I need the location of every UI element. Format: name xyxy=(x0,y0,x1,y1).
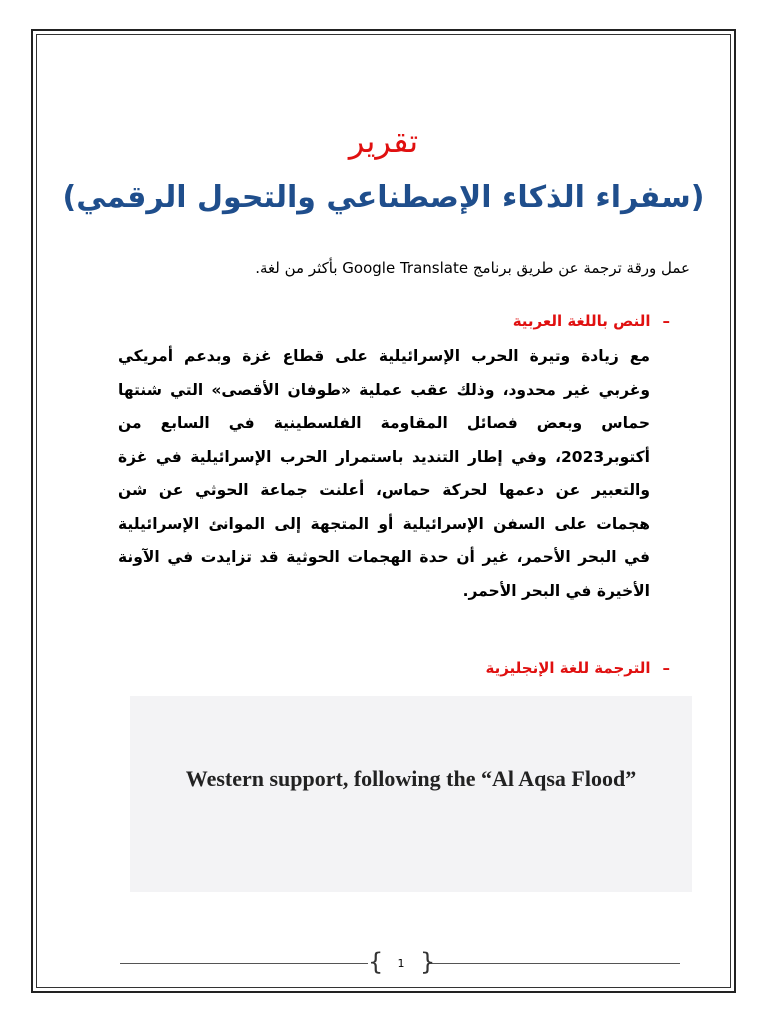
arabic-paragraph: مع زيادة وتيرة الحرب الإسرائيلية على قطاع غزة وبدعم أمريكي وغربي غير محدود، وذلك عقب عملية «طوفان الأقصى» التي شنتها حماس وبعض فصائل المقاومة الفلسطينية في السابع من أكتوبر2023، وفي إطار التنديد باستمرار الحرب الإسرائيلية في غزة والتعبير عن دعمها لحركة حماس، أعلنت جماعة الحوثي عن شن هجمات على السفن الإسرائيلية أو المتجهة إلى الموانئ الإسرائيلية في البحر الأحمر، غير أن حدة الهجمات الحوثية قد تزايدت في الآونة الأخيرة في البحر الأحمر. xyxy=(118,347,650,600)
section-label: النص باللغة العربية xyxy=(512,312,651,330)
footer-brace-left: { xyxy=(368,948,384,976)
report-title: تقرير xyxy=(348,122,419,160)
section-heading-arabic xyxy=(513,312,670,330)
section-heading-english xyxy=(485,659,670,677)
section-label: الترجمة للغة الإنجليزية xyxy=(485,659,651,677)
section-dash: – xyxy=(662,659,670,677)
footer-rule-right xyxy=(428,963,680,964)
section-dash: – xyxy=(662,312,670,330)
footer-brace-right: } xyxy=(420,948,436,976)
english-translation: Western support, following the “Al Aqsa Flood” xyxy=(185,766,637,791)
report-subtitle: (سفراء الذكاء الإصطناعي والتحول الرقمي) xyxy=(62,180,705,215)
footer-rule-left xyxy=(120,963,368,964)
translation-box xyxy=(130,696,692,892)
intro-line: عمل ورقة ترجمة عن طريق برنامج Google Translate بأكثر من لغة. xyxy=(255,259,690,277)
page-number: 1 xyxy=(397,957,405,970)
